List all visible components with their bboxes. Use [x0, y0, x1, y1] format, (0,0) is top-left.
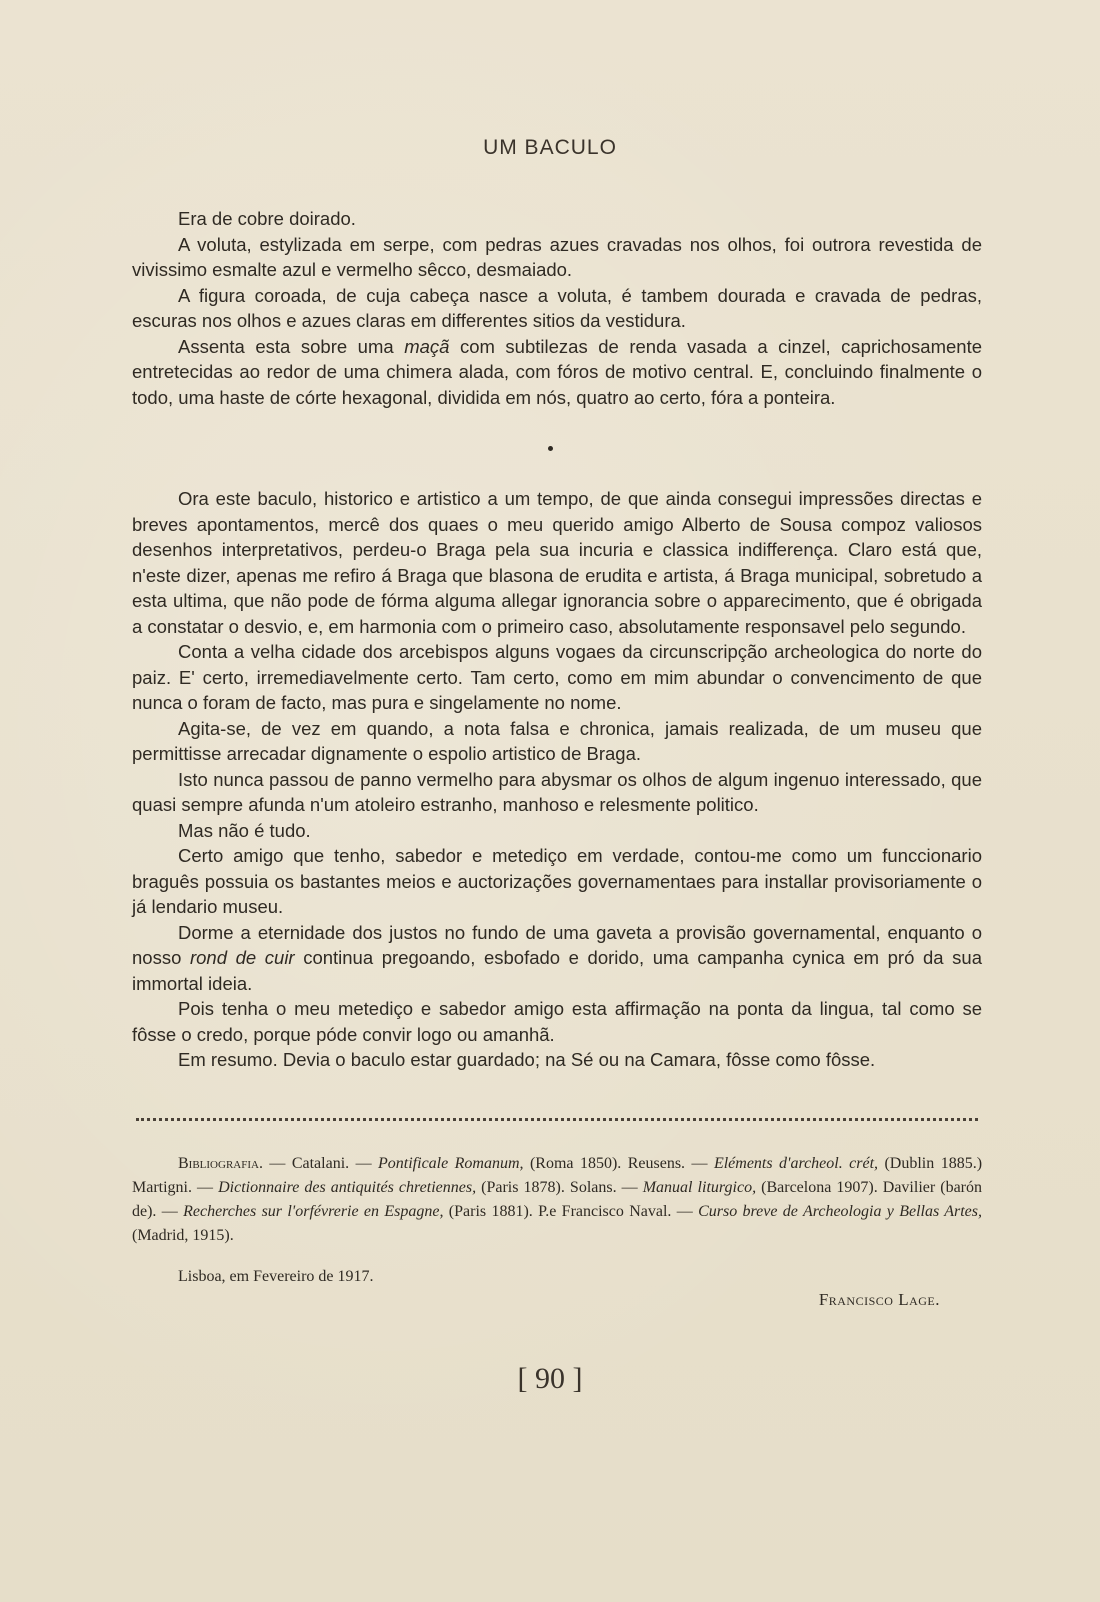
citation-title: Manual liturgico, — [642, 1179, 757, 1196]
dotted-divider — [136, 1118, 978, 1121]
bibliography-paragraph — [132, 1152, 982, 1248]
paragraph: Mas não é tudo. — [178, 819, 311, 841]
text-run: continua pregoando, esbofado e dorido, uma campanha cynica em pró da sua immortal ideia. — [132, 947, 982, 994]
citation-title: Pontificale Romanum, — [378, 1155, 524, 1172]
section-separator-dot — [548, 446, 553, 451]
italic-term: rond de cuir — [189, 947, 295, 968]
bibliography — [132, 1152, 982, 1248]
text-run: (Madrid, 1915). — [132, 1227, 234, 1244]
italic-term: maçã — [404, 335, 450, 357]
text-run: (Paris 1881). P.e Francisco Naval. — — [443, 1203, 699, 1220]
paragraph: Certo amigo que tenho, sabedor e metediço em verdade, contou-me como um funccionario braguês possuia os bastantes meios e auctorizações governamentaes para installar provisoriamente o já lendario museu. — [132, 845, 982, 917]
text-run: Assenta esta sobre uma — [178, 335, 405, 357]
paragraph: Conta a velha cidade dos arcebispos alguns vogaes da circunscripção archeologica do norte do paiz. E' certo, irremediavelmente certo. Tam certo, como em mim abundar o convencimento de que nunca o foram de facto, mas pura e singelamente no nome. — [132, 641, 982, 713]
paragraph: Agita-se, de vez em quando, a nota falsa e chronica, jamais realizada, de um museu que permittisse arrecadar dignamente o espolio artistico de Braga. — [132, 717, 982, 764]
text-run: (Dublin 1885.) Martigni. — — [132, 1155, 983, 1196]
paragraph: Isto nunca passou de panno vermelho para abysmar os olhos de algum ingenuo interessado, que quasi sempre afunda n'um atoleiro estranho, manhoso e relesmente politico. — [132, 768, 982, 815]
text-run: (Roma 1850). Reusens. — — [523, 1155, 714, 1172]
text-run: Dorme a eternidade dos justos no fundo de uma gaveta a provisão governamental, enquanto o nosso — [132, 921, 982, 968]
bibliography-label: Bibliografia. — [178, 1155, 263, 1172]
citation-title: Recherches sur l'orfévrerie en Espagne, — [183, 1203, 444, 1220]
text-run: com subtilezas de renda vasada a cinzel, caprichosamente entretecidas ao redor de uma chimera alada, com fóros de motivo central. E, concluindo finalmente o todo, uma haste de córte hexagonal, dividida em nós, quatro ao certo, fóra a ponteira. — [132, 335, 983, 408]
paragraph — [132, 334, 982, 411]
paragraph: Em resumo. Devia o baculo estar guardado; na Sé ou na Camara, fôsse como fôsse. — [178, 1049, 876, 1070]
place-date: Lisboa, em Fevereiro de 1917. — [178, 1268, 374, 1285]
paragraph: Ora este baculo, historico e artistico a um tempo, de que ainda consegui impressões directas e breves apontamentos, mercê dos quaes o meu querido amigo Alberto de Sousa compoz valiosos desenhos interpretativos, perdeu-o Braga pela sua incuria e classica indifferença. Claro está que, n'este dizer, apenas me refiro á Braga que blasona de erudita e artista, á Braga municipal, sobretudo a esta ultima, que não pode de fórma alguma allegar ignorancia sobre o apparecimento, que é obrigada a constatar o desvio, e, em harmonia com o primeiro caso, absolutamente responsavel pelo segundo. — [132, 488, 982, 637]
paragraph: A voluta, estylizada em serpe, com pedras azues cravadas nos olhos, foi outrora revestida de vivissimo esmalte azul e vermelho sêcco, desmaiado. — [132, 233, 982, 280]
paragraph: Era de cobre doirado. — [178, 208, 356, 229]
paragraph — [132, 920, 982, 997]
text-run: (Paris 1878). Solans. — — [476, 1179, 643, 1196]
description-section — [132, 206, 982, 410]
citation-title: Curso breve de Archeologia y Bellas Artes, — [698, 1203, 983, 1220]
paragraph: A figura coroada, de cuja cabeça nasce a voluta, é tambem dourada e cravada de pedras, escuras nos olhos e azues claras em differentes sitios da vestidura. — [132, 284, 982, 331]
page-number: [ 90 ] — [517, 1362, 583, 1395]
page-title: UM BACULO — [483, 136, 617, 159]
text-run: (Barcelona 1907). Davilier (barón de). — — [132, 1179, 983, 1220]
author-signature: Francisco Lage. — [818, 1290, 940, 1309]
citation-title: Dictionnaire des antiquités chretiennes, — [218, 1179, 477, 1196]
paragraph: Pois tenha o meu metediço e sabedor amigo esta affirmação na ponta da lingua, tal como se fôsse o credo, porque póde convir logo ou amanhã. — [132, 998, 982, 1045]
text-run: — Catalani. — — [262, 1155, 379, 1172]
citation-title: Eléments d'archeol. crét, — [713, 1155, 879, 1172]
commentary-section — [132, 486, 982, 1073]
